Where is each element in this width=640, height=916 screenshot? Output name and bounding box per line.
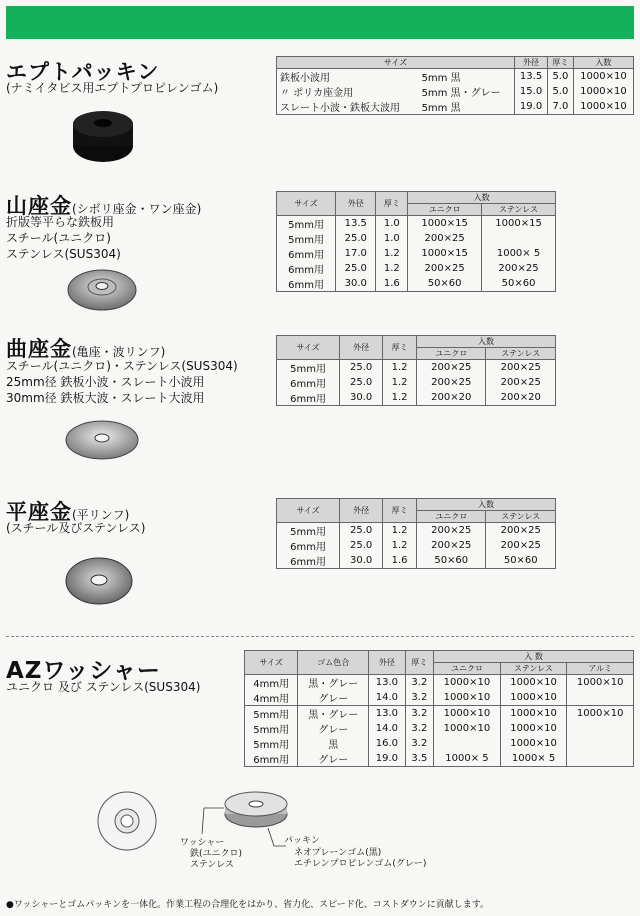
hira-title-text: 平座金 [6, 500, 72, 524]
cell-al: 1000×10 [567, 706, 634, 722]
cell-uni: 200×25 [417, 523, 486, 539]
ept-header-qty: 入数 [573, 57, 633, 69]
table-row [245, 721, 634, 736]
cell-t: 5.0 [547, 69, 573, 85]
cell-od: 19.0 [369, 751, 405, 767]
cell-uni [434, 736, 501, 751]
kyoku-line-2: 25mm径 鉄板小波・スレート小波用 [6, 375, 205, 389]
hira-header-uni: ユニクロ [417, 511, 486, 523]
kyoku-header-qty: 入数 [417, 336, 556, 348]
cell-size: 5mm用 [245, 736, 298, 751]
table-row [245, 736, 634, 751]
cell-uni: 200×25 [408, 231, 482, 246]
cell-qty: 1000×10 [573, 99, 633, 115]
cell-t: 1.6 [376, 276, 408, 292]
table-row [277, 99, 634, 115]
cell-color: グレー [298, 690, 369, 706]
cell-uni: 1000×10 [434, 706, 501, 722]
cell-t: 1.6 [383, 553, 417, 569]
cell-uni: 200×25 [417, 360, 486, 376]
hira-washer-image [64, 556, 134, 606]
cell-size: 5mm用 [245, 706, 298, 722]
yama-line-3: ステンレス(SUS304) [6, 247, 121, 261]
cell-od: 17.0 [336, 246, 376, 261]
az-spec-table [244, 650, 634, 767]
az-header-uni: ユニクロ [434, 663, 501, 675]
kyoku-header-uni: ユニクロ [417, 348, 486, 360]
table-row [277, 216, 556, 232]
cell-size: 5mm用 [277, 360, 340, 376]
yama-header-uni: ユニクロ [408, 204, 482, 216]
az-header-size: サイズ [245, 651, 298, 675]
cell-t: 3.2 [405, 706, 434, 722]
table-row [277, 261, 556, 276]
cell-size: 6mm用 [277, 538, 340, 553]
kyoku-header-size: サイズ [277, 336, 340, 360]
table-row [277, 375, 556, 390]
hira-title-note: (平リンフ) [72, 508, 130, 522]
cell-od: 14.0 [369, 690, 405, 706]
header-color-bar [6, 6, 634, 39]
cell-al [567, 751, 634, 767]
ept-subtitle: (ナミイタビス用エプトプロピレンゴム) [6, 81, 219, 95]
cell-size: 6mm用 [277, 390, 340, 406]
cell-sus: 200×25 [486, 538, 556, 553]
cell-t: 3.2 [405, 721, 434, 736]
cell-qty: 1000×10 [573, 84, 633, 99]
yama-washer-image [66, 268, 138, 312]
cell-use: 〃 ポリカ座金用 [277, 84, 419, 99]
cell-sus: 200×25 [486, 375, 556, 390]
cell-sus: 200×20 [486, 390, 556, 406]
az-washer-top-view [96, 790, 158, 852]
az-header-sus: ステンレス [500, 663, 567, 675]
cell-color: 黒・グレー [298, 706, 369, 722]
hira-header-qty: 入数 [417, 499, 556, 511]
cell-size: 5mm 黒・グレー [419, 84, 515, 99]
hira-header-t: 厚ミ [383, 499, 417, 523]
cell-sus: 200×25 [486, 360, 556, 376]
table-row [245, 675, 634, 691]
cell-t: 3.2 [405, 736, 434, 751]
yama-line-1: 折版等平らな鉄板用 [6, 215, 115, 229]
section-divider [6, 636, 634, 637]
cell-sus: 1000×15 [482, 216, 556, 232]
hira-spec-table [276, 498, 556, 569]
yama-line-2: スチール(ユニクロ) [6, 231, 111, 245]
cell-size: 5mm用 [245, 721, 298, 736]
cell-size: 6mm用 [277, 375, 340, 390]
table-row [277, 538, 556, 553]
kyoku-line-3: 30mm径 鉄板大波・スレート大波用 [6, 391, 205, 405]
cell-t: 1.2 [376, 261, 408, 276]
cell-size: 4mm用 [245, 690, 298, 706]
cell-size: 5mm用 [277, 216, 336, 232]
cell-al [567, 736, 634, 751]
yama-header-od: 外径 [336, 192, 376, 216]
ept-spec-table [276, 56, 634, 115]
cell-od: 14.0 [369, 721, 405, 736]
az-washer-material-2: ステンレス [190, 860, 234, 870]
cell-od: 16.0 [369, 736, 405, 751]
cell-uni: 1000×15 [408, 216, 482, 232]
kyoku-header-od: 外径 [340, 336, 383, 360]
cell-size: 5mm用 [277, 231, 336, 246]
cell-od: 15.0 [515, 84, 548, 99]
kyoku-header-t: 厚ミ [383, 336, 417, 360]
cell-t: 3.2 [405, 675, 434, 691]
cell-sus: 1000× 5 [482, 246, 556, 261]
kyoku-title-text: 曲座金 [6, 337, 72, 361]
cell-sus: 1000×10 [500, 721, 567, 736]
cell-color: グレー [298, 721, 369, 736]
cell-sus: 1000×10 [500, 690, 567, 706]
cell-size: 5mm 黒 [419, 69, 515, 85]
az-packing-label: パッキン [284, 836, 320, 846]
cell-od: 19.0 [515, 99, 548, 115]
cell-t: 1.2 [383, 375, 417, 390]
cell-od: 25.0 [336, 261, 376, 276]
hira-header-sus: ステンレス [486, 511, 556, 523]
table-row [277, 231, 556, 246]
table-row [277, 360, 556, 376]
yama-spec-table [276, 191, 556, 292]
cell-sus [482, 231, 556, 246]
table-row [277, 390, 556, 406]
ept-header-od: 外径 [515, 57, 548, 69]
cell-t: 5.0 [547, 84, 573, 99]
hira-header-od: 外径 [340, 499, 383, 523]
cell-od: 25.0 [340, 375, 383, 390]
yama-header-qty: 入数 [408, 192, 556, 204]
table-row [277, 69, 634, 85]
cell-t: 7.0 [547, 99, 573, 115]
footer-note: ●ワッシャーとゴムパッキンを一体化。作業工程の合理化をはかり、省力化、スピード化、コストダウンに貢献します。 [6, 900, 490, 910]
ept-header-t: 厚ミ [547, 57, 573, 69]
ept-title: エプトパッキン [6, 60, 160, 84]
az-header-od: 外径 [369, 651, 405, 675]
cell-color: 黒 [298, 736, 369, 751]
cell-od: 25.0 [336, 231, 376, 246]
cell-size: 5mm 黒 [419, 99, 515, 115]
cell-uni: 50×60 [408, 276, 482, 292]
cell-od: 25.0 [340, 538, 383, 553]
table-row [277, 553, 556, 569]
cell-uni: 200×25 [417, 375, 486, 390]
table-row [277, 84, 634, 99]
cell-sus: 200×25 [482, 261, 556, 276]
cell-uni: 50×60 [417, 553, 486, 569]
cell-od: 30.0 [336, 276, 376, 292]
cell-al: 1000×10 [567, 675, 634, 691]
table-row [277, 276, 556, 292]
cell-uni: 200×25 [408, 261, 482, 276]
cell-sus: 200×25 [486, 523, 556, 539]
cell-t: 3.5 [405, 751, 434, 767]
az-subtitle: ユニクロ 及び ステンレス(SUS304) [6, 680, 201, 694]
cell-od: 25.0 [340, 523, 383, 539]
cell-use: スレート小波・鉄板大波用 [277, 99, 419, 115]
cell-sus: 1000×10 [500, 675, 567, 691]
cell-t: 1.2 [376, 246, 408, 261]
cell-qty: 1000×10 [573, 69, 633, 85]
table-row [277, 523, 556, 539]
cell-t: 1.0 [376, 231, 408, 246]
cell-t: 1.2 [383, 523, 417, 539]
cell-size: 6mm用 [277, 261, 336, 276]
az-title: AZワッシャー [6, 658, 161, 684]
cell-od: 25.0 [340, 360, 383, 376]
table-row [245, 690, 634, 706]
az-washer-material-1: 鉄(ユニクロ) [190, 849, 243, 859]
az-header-t: 厚ミ [405, 651, 434, 675]
cell-t: 1.0 [376, 216, 408, 232]
cell-sus: 50×60 [486, 553, 556, 569]
kyoku-line-1: スチール(ユニクロ)・ステンレス(SUS304) [6, 359, 238, 373]
cell-t: 1.2 [383, 538, 417, 553]
cell-od: 13.0 [369, 675, 405, 691]
az-packing-material-2: エチレンプロピレンゴム(グレー) [294, 859, 427, 869]
table-row [245, 751, 634, 767]
cell-od: 30.0 [340, 553, 383, 569]
table-row [277, 246, 556, 261]
ept-packing-image [70, 108, 136, 164]
cell-t: 1.2 [383, 390, 417, 406]
yama-title-text: 山座金 [6, 194, 72, 218]
ept-header-size: サイズ [277, 57, 515, 69]
cell-od: 13.5 [336, 216, 376, 232]
cell-uni: 200×25 [417, 538, 486, 553]
cell-uni: 1000×10 [434, 721, 501, 736]
cell-uni: 1000×15 [408, 246, 482, 261]
cell-size: 6mm用 [277, 276, 336, 292]
cell-sus: 1000×10 [500, 706, 567, 722]
cell-uni: 200×20 [417, 390, 486, 406]
cell-sus: 1000× 5 [500, 751, 567, 767]
cell-uni: 1000×10 [434, 675, 501, 691]
cell-size: 6mm用 [277, 553, 340, 569]
cell-t: 3.2 [405, 690, 434, 706]
cell-use: 鉄板小波用 [277, 69, 419, 85]
cell-size: 4mm用 [245, 675, 298, 691]
cell-color: グレー [298, 751, 369, 767]
cell-size: 6mm用 [245, 751, 298, 767]
cell-od: 13.0 [369, 706, 405, 722]
az-header-qty: 入 数 [434, 651, 634, 663]
cell-od: 30.0 [340, 390, 383, 406]
cell-uni: 1000× 5 [434, 751, 501, 767]
hira-line-1: (スチール及びステンレス) [6, 521, 146, 535]
yama-header-size: サイズ [277, 192, 336, 216]
kyoku-washer-image [64, 418, 140, 462]
kyoku-spec-table [276, 335, 556, 406]
cell-size: 5mm用 [277, 523, 340, 539]
cell-al [567, 721, 634, 736]
az-header-color: ゴム色合 [298, 651, 369, 675]
yama-header-t: 厚ミ [376, 192, 408, 216]
az-packing-material-1: ネオプレーンゴム(黒) [294, 848, 382, 858]
kyoku-title-note: (亀座・波リンフ) [72, 345, 166, 359]
cell-uni: 1000×10 [434, 690, 501, 706]
yama-title-note: (シボリ座金・ワン座金) [72, 202, 202, 216]
az-washer-label: ワッシャー [180, 838, 225, 848]
cell-od: 13.5 [515, 69, 548, 85]
cell-size: 6mm用 [277, 246, 336, 261]
cell-t: 1.2 [383, 360, 417, 376]
cell-color: 黒・グレー [298, 675, 369, 691]
yama-header-sus: ステンレス [482, 204, 556, 216]
cell-sus: 50×60 [482, 276, 556, 292]
kyoku-header-sus: ステンレス [486, 348, 556, 360]
table-row [245, 706, 634, 722]
cell-al [567, 690, 634, 706]
az-header-al: アルミ [567, 663, 634, 675]
hira-header-size: サイズ [277, 499, 340, 523]
cell-sus: 1000×10 [500, 736, 567, 751]
